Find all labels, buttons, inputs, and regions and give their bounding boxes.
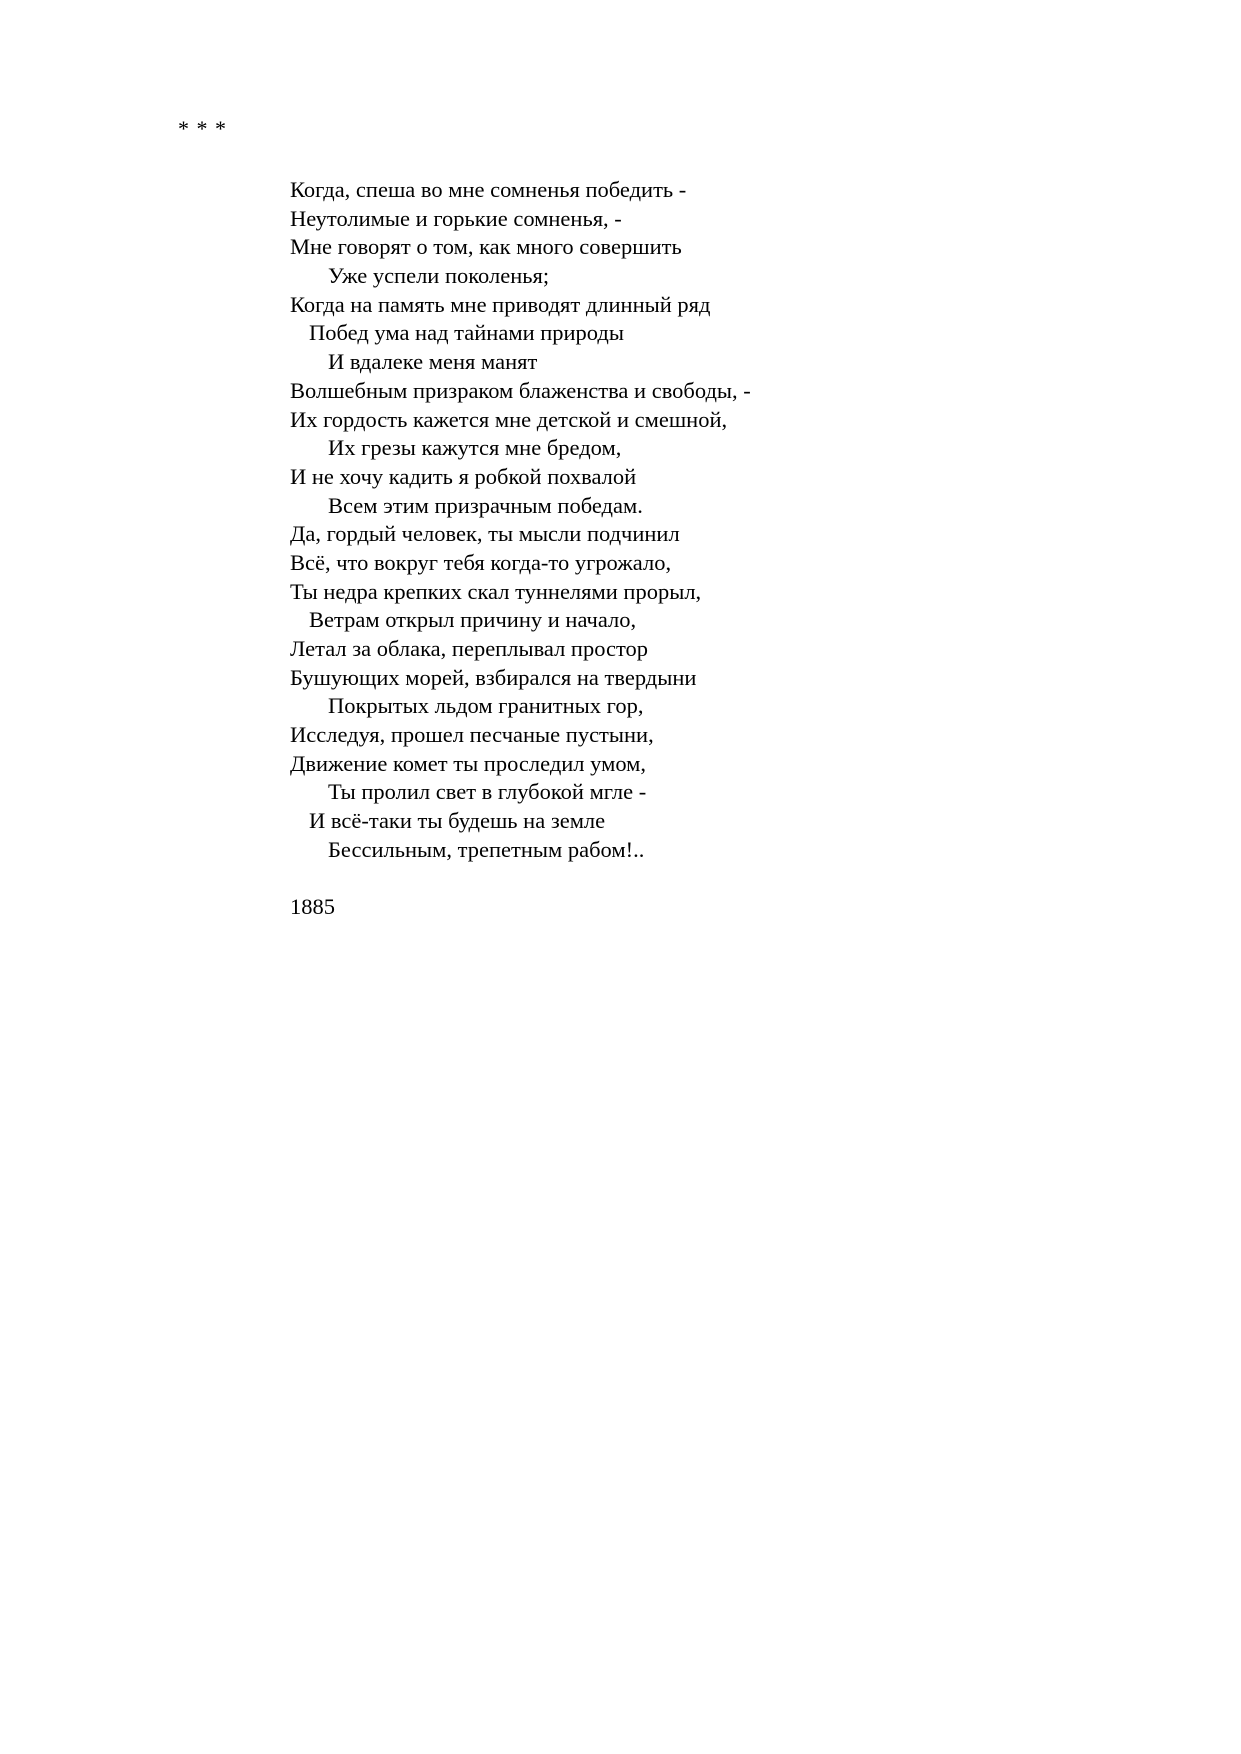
poem-line: Бушующих морей, взбирался на твердыни [290, 664, 697, 690]
poem-line: Ты недра крепких скал туннелями прорыл, [290, 578, 702, 604]
poem-line: Да, гордый человек, ты мысли подчинил [290, 521, 680, 547]
poem-line: Всем этим призрачным победам. [328, 492, 643, 518]
poem-line: Неутолимые и горькие сомненья, - [290, 205, 622, 231]
poem-line: Побед ума над тайнами природы [309, 320, 624, 346]
poem-line: Исследуя, прошел песчаные пустыни, [290, 722, 654, 748]
poem-line: Их гордость кажется мне детской и смешной, [290, 406, 728, 432]
poem-line: Движение комет ты проследил умом, [290, 750, 647, 776]
poem-year: 1885 [290, 894, 335, 919]
poem-heading: * * * [178, 116, 227, 141]
poem-line: И не хочу кадить я робкой похвалой [290, 463, 637, 489]
poem-line: Их грезы кажутся мне бредом, [328, 435, 622, 461]
poem-line: Уже успели поколенья; [328, 263, 550, 289]
poem-line: И вдалеке меня манят [328, 349, 538, 375]
poem-line: Когда на память мне приводят длинный ряд [290, 291, 711, 317]
poem-body [290, 176, 751, 865]
poem-line: Бессильным, трепетным рабом!.. [328, 836, 645, 862]
poem-line: Ты пролил свет в глубокой мгле - [328, 779, 647, 805]
poem-line: Когда, спеша во мне сомненья победить - [290, 177, 687, 202]
poem-line: Ветрам открыл причину и начало, [309, 607, 637, 633]
poem-line: Летал за облака, переплывал простор [290, 636, 649, 661]
poem-line: Покрытых льдом гранитных гор, [328, 693, 644, 719]
poem-line: Всё, что вокруг тебя когда-то угрожало, [290, 549, 672, 575]
poem-line: Волшебным призраком блаженства и свободы, - [290, 377, 751, 403]
poem-line: И всё-таки ты будешь на земле [309, 808, 606, 834]
poem-line: Мне говорят о том, как много совершить [290, 234, 682, 260]
